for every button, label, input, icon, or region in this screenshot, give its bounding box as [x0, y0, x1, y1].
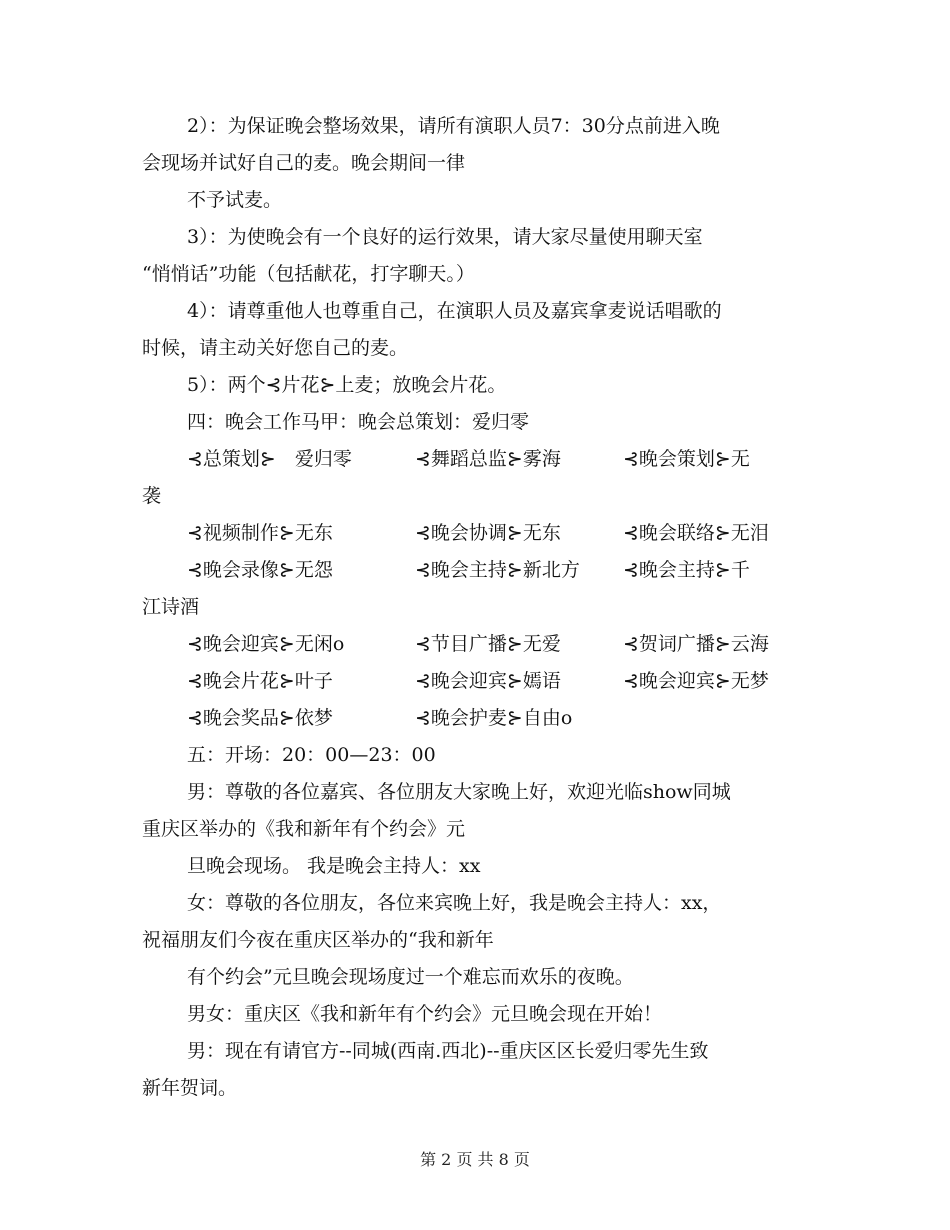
script-line-male: 重庆区举办的《我和新年有个约会》元 [142, 818, 466, 840]
staff-entry: ⊰视频制作⊱无东 [187, 522, 333, 544]
paragraph-line: 3）：为使晚会有一个良好的运行效果，请大家尽量使用聊天室 [187, 226, 703, 248]
staff-entry: ⊰舞蹈总监⊱雾海 [415, 448, 561, 470]
staff-entry: ⊰贺词广播⊱云海 [623, 633, 769, 655]
staff-entry: ⊰晚会录像⊱无怨 [187, 559, 333, 581]
staff-entry: ⊰晚会联络⊱无泪 [623, 522, 769, 544]
staff-entry: ⊰晚会迎宾⊱嫣语 [415, 670, 561, 692]
staff-entry: ⊰晚会迎宾⊱无梦 [623, 670, 769, 692]
staff-row [142, 441, 812, 478]
paragraph-line: 4）：请尊重他人也尊重自己，在演职人员及嘉宾拿麦说话唱歌的 [187, 300, 722, 322]
script-line-both: 男女：重庆区《我和新年有个约会》元旦晚会现在开始！ [187, 1003, 663, 1025]
paragraph-line: 5）：两个⊰片花⊱上麦；放晚会片花。 [187, 374, 507, 396]
paragraph-line: 不予试麦。 [187, 189, 283, 211]
script-line-male: 男：尊敬的各位嘉宾、各位朋友大家晚上好，欢迎光临show同城 [187, 781, 731, 803]
staff-row [142, 552, 812, 589]
staff-row-wrap: 江诗酒 [142, 596, 200, 618]
section-heading-opening: 五：开场：20：00—23：00 [187, 744, 436, 766]
staff-row [142, 663, 812, 700]
script-line-female: 女：尊敬的各位朋友，各位来宾晚上好，我是晚会主持人：xx， [187, 892, 722, 914]
script-line-male: 旦晚会现场。 我是晚会主持人：xx [187, 855, 481, 877]
staff-entry: ⊰晚会片花⊱叶子 [187, 670, 333, 692]
section-heading-staff: 四：晚会工作马甲：晚会总策划：爱归零 [187, 411, 530, 433]
staff-entry: ⊰晚会主持⊱千 [623, 559, 750, 581]
staff-entry: ⊰晚会护麦⊱自由o [415, 707, 573, 729]
script-line-male: 男：现在有请官方--同城(西南.西北)--重庆区区长爱归零先生致 [187, 1040, 709, 1062]
staff-row [142, 700, 812, 737]
staff-entry: ⊰节目广播⊱无爱 [415, 633, 561, 655]
staff-row [142, 515, 812, 552]
staff-entry: ⊰晚会迎宾⊱无闲o [187, 633, 345, 655]
staff-entry: ⊰总策划⊱ 爱归零 [187, 448, 352, 470]
staff-entry: ⊰晚会协调⊱无东 [415, 522, 561, 544]
staff-row-wrap: 袭 [142, 485, 162, 507]
staff-entry: ⊰晚会主持⊱新北方 [415, 559, 580, 581]
script-line-male: 新年贺词。 [142, 1077, 238, 1099]
page-number: 第 2 页 共 8 页 [420, 1150, 530, 1169]
script-line-female: 祝福朋友们今夜在重庆区举办的“我和新年 [142, 929, 494, 951]
staff-row [142, 626, 812, 663]
paragraph-line: “悄悄话”功能（包括献花，打字聊天。） [142, 263, 475, 285]
document-body [142, 108, 812, 1107]
staff-entry: ⊰晚会策划⊱无 [623, 448, 750, 470]
paragraph-line: 会现场并试好自己的麦。晚会期间一律 [142, 152, 466, 174]
script-line-female: 有个约会”元旦晚会现场度过一个难忘而欢乐的夜晚。 [187, 966, 634, 988]
staff-entry: ⊰晚会奖品⊱依梦 [187, 707, 333, 729]
paragraph-line: 2）：为保证晚会整场效果，请所有演职人员7：30分点前进入晚 [187, 115, 720, 137]
paragraph-line: 时候，请主动关好您自己的麦。 [142, 337, 409, 359]
